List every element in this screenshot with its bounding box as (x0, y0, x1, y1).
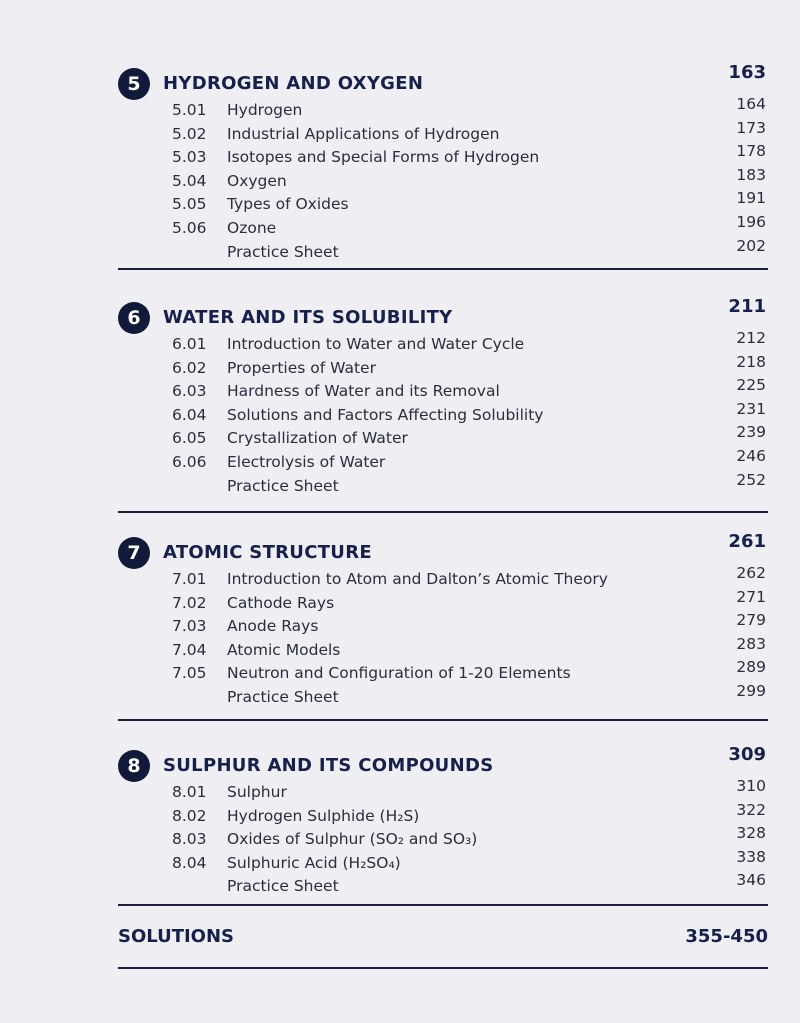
topic-page: 346 (736, 871, 766, 890)
topic-title: Oxygen (227, 171, 287, 190)
topic-title: Practice Sheet (227, 476, 339, 495)
topic-row[interactable] (118, 446, 768, 475)
topic-row[interactable] (118, 871, 768, 899)
topic-row[interactable] (118, 847, 768, 876)
topic-title: Oxides of Sulphur (SO₂ and SO₃) (227, 830, 478, 849)
topic-number: 5.06 (172, 218, 207, 237)
topic-number: 6.04 (172, 405, 207, 424)
chapter-page: 309 (728, 744, 766, 765)
topic-number: 5.04 (172, 171, 207, 190)
topic-row[interactable] (118, 329, 768, 357)
topic-page: 231 (736, 399, 766, 418)
chapter-title[interactable]: SULPHUR AND ITS COMPOUNDS (163, 755, 494, 776)
topic-row[interactable] (118, 376, 768, 404)
chapter-page: 211 (728, 296, 766, 317)
topic-title: Solutions and Factors Affecting Solubility (227, 405, 544, 424)
topic-title: Cathode Rays (227, 593, 335, 612)
topic-row[interactable] (118, 165, 768, 194)
solutions-row[interactable] (118, 926, 768, 952)
chapter-header (118, 296, 768, 332)
chapter-title[interactable]: ATOMIC STRUCTURE (163, 542, 372, 563)
topic-row[interactable] (118, 470, 768, 499)
topic-list (118, 95, 768, 264)
topic-number: 8.01 (172, 783, 207, 801)
topic-row[interactable] (118, 142, 768, 170)
topic-row[interactable] (118, 423, 768, 451)
topic-page: 225 (736, 376, 766, 395)
topic-page: 218 (736, 352, 766, 371)
topic-page: 271 (736, 587, 766, 606)
chapter-header (118, 62, 768, 98)
chapter-title[interactable]: HYDROGEN AND OXYGEN (163, 73, 424, 94)
topic-title: Types of Oxides (227, 195, 349, 214)
topic-title: Atomic Models (227, 640, 341, 659)
chapter-number-badge: 8 (118, 750, 150, 782)
topic-page: 246 (736, 446, 766, 465)
chapter-header (118, 744, 768, 780)
chapter-page: 261 (728, 531, 766, 552)
topic-page: 183 (736, 165, 766, 184)
topic-page: 310 (736, 777, 766, 795)
topic-page: 289 (736, 658, 766, 677)
topic-number: 7.02 (172, 593, 207, 612)
topic-title: Hydrogen (227, 101, 303, 119)
topic-title: Electrolysis of Water (227, 452, 386, 471)
topic-number: 6.03 (172, 382, 207, 401)
topic-page: 328 (736, 824, 766, 843)
topic-number: 6.06 (172, 452, 207, 471)
topic-page: 279 (736, 611, 766, 630)
topic-page: 299 (736, 681, 766, 700)
topic-title: Industrial Applications of Hydrogen (227, 124, 500, 143)
topic-number: 6.05 (172, 429, 207, 448)
chapter-5 (118, 62, 768, 264)
topic-title: Hardness of Water and its Removal (227, 382, 500, 401)
topic-list (118, 777, 768, 899)
chapter-number-badge: 7 (118, 537, 150, 569)
section-divider (118, 967, 768, 969)
topic-page: 283 (736, 634, 766, 653)
topic-number: 5.02 (172, 124, 207, 143)
chapter-7 (118, 531, 768, 710)
topic-page: 212 (736, 329, 766, 347)
chapter-number-badge: 5 (118, 68, 150, 100)
topic-number: 7.05 (172, 664, 207, 683)
chapter-page: 163 (728, 62, 766, 83)
chapter-8 (118, 744, 768, 899)
topic-page: 196 (736, 212, 766, 231)
topic-row[interactable] (118, 824, 768, 852)
topic-number: 7.01 (172, 570, 207, 588)
topic-title: Isotopes and Special Forms of Hydrogen (227, 148, 540, 167)
section-divider (118, 511, 768, 513)
topic-number: 8.02 (172, 806, 207, 825)
topic-list (118, 329, 768, 498)
topic-title: Ozone (227, 218, 277, 237)
chapter-title[interactable]: WATER AND ITS SOLUBILITY (163, 307, 453, 328)
topic-title: Anode Rays (227, 617, 319, 636)
chapter-header (118, 531, 768, 567)
topic-row[interactable] (118, 611, 768, 639)
chapter-number-badge: 6 (118, 302, 150, 334)
topic-number: 5.03 (172, 148, 207, 167)
topic-row[interactable] (118, 95, 768, 123)
topic-title: Introduction to Atom and Dalton’s Atomic Theory (227, 570, 608, 588)
topic-title: Crystallization of Water (227, 429, 408, 448)
topic-row[interactable] (118, 189, 768, 217)
topic-title: Introduction to Water and Water Cycle (227, 335, 525, 353)
section-divider (118, 268, 768, 270)
chapter-6 (118, 296, 768, 498)
topic-page: 191 (736, 189, 766, 208)
topic-row[interactable] (118, 634, 768, 663)
topic-row[interactable] (118, 352, 768, 381)
topic-page: 164 (736, 95, 766, 113)
topic-page: 338 (736, 847, 766, 866)
topic-title: Properties of Water (227, 358, 376, 377)
topic-row[interactable] (118, 800, 768, 829)
topic-row[interactable] (118, 658, 768, 686)
topic-page: 252 (736, 470, 766, 489)
topic-page: 322 (736, 800, 766, 819)
topic-number: 7.03 (172, 617, 207, 636)
section-divider (118, 719, 768, 721)
topic-number: 6.01 (172, 335, 207, 353)
topic-title: Practice Sheet (227, 242, 339, 261)
topic-list (118, 564, 768, 710)
solutions-label: SOLUTIONS (118, 926, 235, 947)
solutions-pages: 355-450 (685, 926, 768, 947)
topic-title: Neutron and Configuration of 1-20 Elements (227, 664, 571, 683)
section-divider (118, 904, 768, 906)
topic-title: Practice Sheet (227, 687, 339, 706)
topic-row[interactable] (118, 399, 768, 428)
topic-number: 8.03 (172, 830, 207, 849)
topic-row[interactable] (118, 118, 768, 147)
topic-page: 239 (736, 423, 766, 442)
topic-number: 8.04 (172, 853, 207, 872)
topic-number: 5.05 (172, 195, 207, 214)
topic-row[interactable] (118, 564, 768, 592)
topic-title: Sulphuric Acid (H₂SO₄) (227, 853, 401, 872)
topic-page: 202 (736, 236, 766, 255)
topic-number: 6.02 (172, 358, 207, 377)
topic-row[interactable] (118, 777, 768, 805)
topic-number: 7.04 (172, 640, 207, 659)
topic-title: Practice Sheet (227, 877, 339, 896)
topic-title: Hydrogen Sulphide (H₂S) (227, 806, 420, 825)
topic-page: 262 (736, 564, 766, 582)
topic-row[interactable] (118, 587, 768, 616)
topic-row[interactable] (118, 681, 768, 710)
topic-number: 5.01 (172, 101, 207, 119)
topic-title: Sulphur (227, 783, 287, 801)
topic-page: 178 (736, 142, 766, 161)
topic-row[interactable] (118, 212, 768, 241)
topic-page: 173 (736, 118, 766, 137)
topic-row[interactable] (118, 236, 768, 265)
